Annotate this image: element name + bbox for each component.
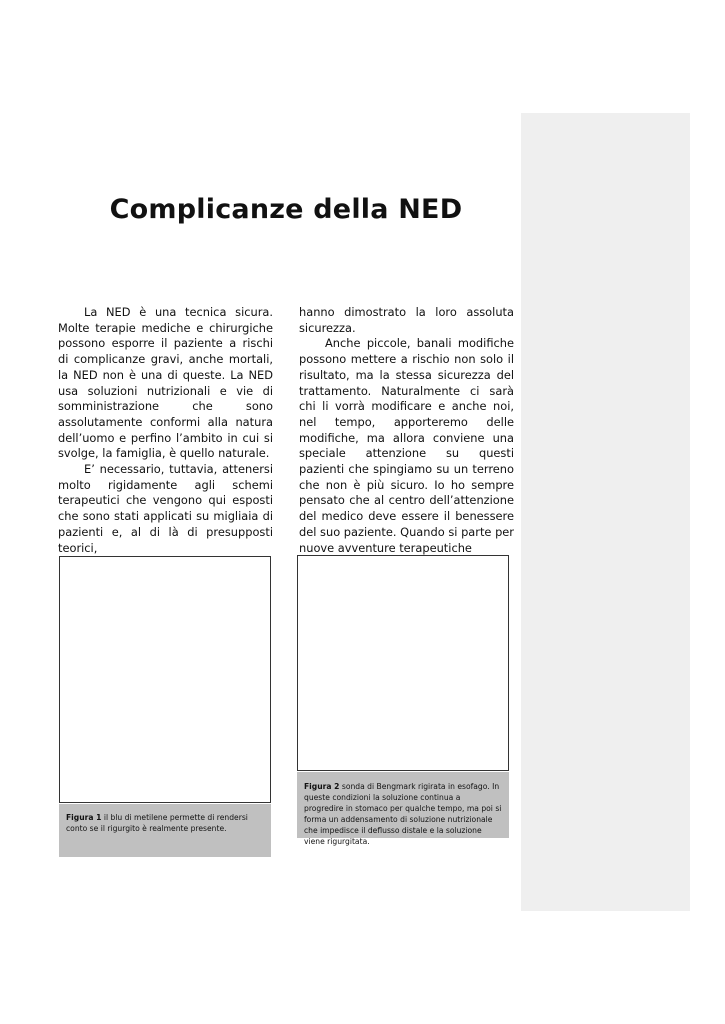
text-column-left bbox=[58, 305, 273, 556]
figure-1-caption bbox=[59, 804, 271, 857]
paragraph: hanno dimostrato la loro assoluta sicurezza. bbox=[299, 305, 514, 335]
figure-2-caption bbox=[297, 772, 509, 846]
comment-margin-panel bbox=[521, 113, 690, 911]
figure-1-image-frame bbox=[59, 556, 271, 803]
paragraph: E’ necessario, tuttavia, attenersi molto rigidamente agli schemi terapeutici che vengono qui esposti che sono stati applicati su migliaia di pazienti e, al di là di presupposti teorici, bbox=[58, 462, 273, 555]
page-title: Complicanze della NED bbox=[109, 194, 463, 226]
figure-1-label: Figura 1 bbox=[66, 813, 102, 822]
figure-1-caption-text: il blu di metilene permette di rendersi conto se il rigurgito è realmente presente. bbox=[66, 813, 248, 833]
paragraph: La NED è una tecnica sicura. Molte terapie mediche e chirurgiche possono esporre il paziente a rischi di complicanze gravi, anche mortali, la NED non è una di queste. La NED usa soluzioni nutrizionali e vie di somministrazione che sono assolutamente conformi alla natura dell’uomo e perfino l’ambito in cui si svolge, la famiglia, è quello naturale. bbox=[58, 305, 273, 461]
paragraph: Anche piccole, banali modifiche possono mettere a rischio non solo il risultato, ma la stessa sicurezza del trattamento. Naturalmente ci sarà chi li vorrà modificare e anche noi, nel tempo, apporteremo delle modifiche, ma allora conviene una speciale attenzione su questi pazienti che spingiamo su un terreno che non è più sicuro. Io ho sempre pensato che al centro dell’attenzione del medico deve essere il benessere del suo paziente. Quando si parte per nuove avventure terapeutiche bbox=[299, 336, 514, 555]
figure-2-image-frame bbox=[297, 555, 509, 771]
text-column-right bbox=[299, 305, 514, 556]
figure-2-caption-text: sonda di Bengmark rigirata in esofago. In queste condizioni la soluzione continua a progredire in stomaco per qualche tempo, ma poi si forma un addensamento di soluzione nutrizionale che impedisce il deflusso distale e la soluzione viene rigurgitata. bbox=[304, 782, 502, 846]
figure-2-label: Figura 2 bbox=[304, 782, 340, 791]
